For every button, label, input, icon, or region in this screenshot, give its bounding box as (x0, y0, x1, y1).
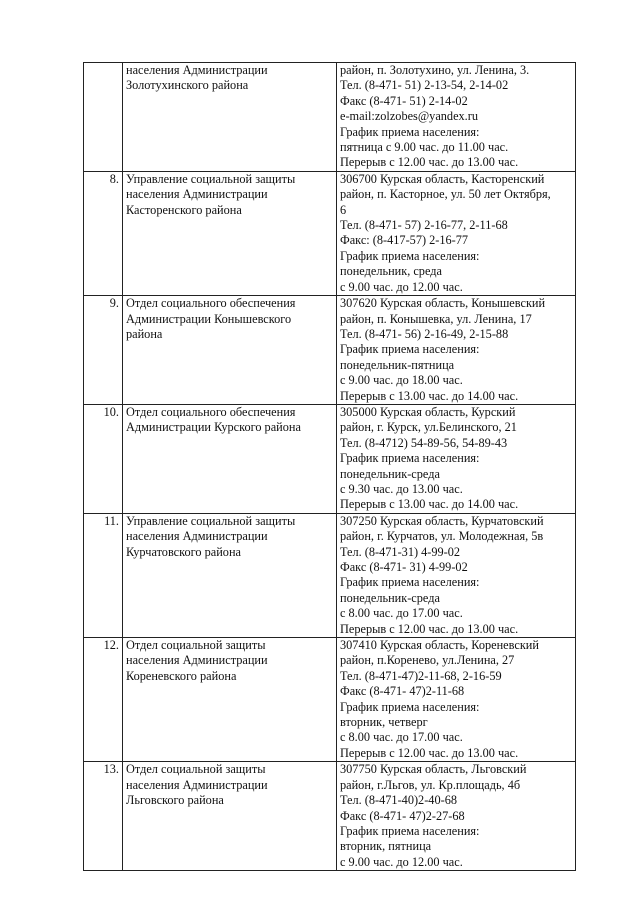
office-contact-line: с 8.00 час. до 17.00 час. (340, 730, 463, 745)
office-contact-cell (337, 513, 576, 637)
offices-table (83, 62, 576, 871)
office-name-cell (123, 513, 337, 637)
office-contact-line: Перерыв с 13.00 час. до 14.00 час. (340, 497, 519, 512)
office-name-line: Отдел социальной защиты (126, 762, 266, 777)
office-name-line: Администрации Конышевского (126, 311, 292, 326)
table-row (84, 63, 576, 172)
office-contact-line: понедельник-среда (340, 590, 440, 605)
row-number: 9. (84, 296, 123, 405)
office-name-line: Кореневского района (126, 668, 237, 683)
row-number: 11. (84, 513, 123, 637)
office-contact-line: понедельник-пятница (340, 357, 455, 372)
row-number: 10. (84, 404, 123, 513)
office-name-cell (123, 638, 337, 762)
row-number (84, 63, 123, 172)
office-name-line: Отдел социального обеспечения (126, 296, 296, 311)
table-row (84, 171, 576, 295)
office-contact-line: Тел. (8-4712) 54-89-56, 54-89-43 (340, 435, 508, 450)
office-contact-line: Тел. (8-471-31) 4-99-02 (340, 544, 461, 559)
office-contact-line: Перерыв с 12.00 час. до 13.00 час. (340, 621, 519, 636)
office-contact-line: График приема населения: (340, 248, 480, 263)
office-contact-cell (337, 404, 576, 513)
office-contact-line: Тел. (8-471- 51) 2-13-54, 2-14-02 (340, 78, 509, 93)
office-contact-cell (337, 638, 576, 762)
office-name-line: Льговского района (126, 793, 224, 808)
office-contact-line: График приема населения: (340, 699, 480, 714)
office-contact-line: с 9.30 час. до 13.00 час. (340, 481, 463, 496)
office-contact-cell (337, 296, 576, 405)
table-row (84, 296, 576, 405)
office-contact-line: с 9.00 час. до 12.00 час. (340, 854, 463, 869)
office-name-line: населения Администрации (126, 187, 268, 202)
office-contact-line: Перерыв с 12.00 час. до 13.00 час. (340, 155, 519, 170)
office-name-cell (123, 171, 337, 295)
office-contact-line: 307620 Курская область, Конышевский (340, 296, 546, 311)
office-name-line: Курчатовского района (126, 544, 241, 559)
office-contact-line: 307750 Курская область, Льговский (340, 762, 527, 777)
office-name-line: населения Администрации (126, 529, 268, 544)
office-contact-line: район, п. Золотухино, ул. Ленина, 3. (340, 63, 530, 77)
table-row (84, 404, 576, 513)
office-name-line: Отдел социальной защиты (126, 638, 266, 653)
office-name-line: населения Администрации (126, 63, 268, 77)
office-contact-line: Тел. (8-471- 56) 2-16-49, 2-15-88 (340, 326, 509, 341)
office-contact-line: Тел. (8-471-47)2-11-68, 2-16-59 (340, 668, 502, 683)
office-name-line: Отдел социального обеспечения (126, 404, 296, 419)
table-row (84, 762, 576, 871)
office-name-line: Управление социальной защиты (126, 171, 296, 186)
office-name-line: района (126, 326, 163, 341)
office-contact-line: с 8.00 час. до 17.00 час. (340, 606, 463, 621)
office-name-line: Касторенского района (126, 202, 242, 217)
office-name-line: Золотухинского района (126, 78, 249, 93)
office-contact-line: район, п. Касторное, ул. 50 лет Октября, (340, 187, 551, 202)
office-contact-line: район, п. Конышевка, ул. Ленина, 17 (340, 311, 532, 326)
office-contact-line: с 9.00 час. до 12.00 час. (340, 279, 463, 294)
office-contact-line: Факс (8-471- 47)2-27-68 (340, 808, 465, 823)
office-contact-line: e-mail:zolzobes@yandex.ru (340, 109, 478, 124)
office-contact-line: График приема населения: (340, 451, 480, 466)
office-name-line: населения Администрации (126, 777, 268, 792)
office-contact-line: Факс: (8-417-57) 2-16-77 (340, 233, 469, 248)
office-contact-line: Факс (8-471- 47)2-11-68 (340, 684, 465, 699)
office-contact-line: График приема населения: (340, 124, 480, 139)
office-contact-line: район, г. Курск, ул.Белинского, 21 (340, 420, 517, 435)
office-contact-line: Тел. (8-471-40)2-40-68 (340, 793, 457, 808)
office-contact-line: район, г.Льгов, ул. Кр.площадь, 4б (340, 777, 521, 792)
office-contact-cell (337, 762, 576, 871)
table-row (84, 513, 576, 637)
table-row (84, 638, 576, 762)
office-contact-line: 307410 Курская область, Кореневский (340, 638, 539, 653)
office-name-cell (123, 404, 337, 513)
office-contact-line: вторник, четверг (340, 715, 428, 730)
office-contact-line: Тел. (8-471- 57) 2-16-77, 2-11-68 (340, 218, 508, 233)
office-contact-line: Факс (8-471- 51) 2-14-02 (340, 93, 468, 108)
office-contact-line: район, г. Курчатов, ул. Молодежная, 5в (340, 529, 544, 544)
office-contact-line: График приема населения: (340, 342, 480, 357)
office-name-cell (123, 296, 337, 405)
office-contact-line: район, п.Коренево, ул.Ленина, 27 (340, 653, 515, 668)
office-name-cell (123, 63, 337, 172)
office-name-line: Администрации Курского района (126, 420, 301, 435)
offices-table-body (84, 63, 576, 871)
office-contact-line: График приема населения: (340, 823, 480, 838)
office-contact-line: понедельник-среда (340, 466, 440, 481)
office-contact-line: 6 (340, 202, 347, 217)
office-contact-line: 306700 Курская область, Касторенский (340, 171, 545, 186)
office-contact-line: пятница с 9.00 час. до 11.00 час. (340, 140, 509, 155)
row-number: 12. (84, 638, 123, 762)
office-name-line: населения Администрации (126, 653, 268, 668)
office-contact-line: Перерыв с 13.00 час. до 14.00 час. (340, 388, 519, 403)
office-contact-cell (337, 63, 576, 172)
office-contact-line: с 9.00 час. до 18.00 час. (340, 373, 463, 388)
office-contact-line: Перерыв с 12.00 час. до 13.00 час. (340, 745, 519, 760)
office-contact-line: вторник, пятница (340, 839, 432, 854)
row-number: 13. (84, 762, 123, 871)
office-contact-line: понедельник, среда (340, 264, 442, 279)
office-contact-line: График приема населения: (340, 575, 480, 590)
office-name-cell (123, 762, 337, 871)
office-contact-line: Факс (8-471- 31) 4-99-02 (340, 560, 468, 574)
office-contact-line: 305000 Курская область, Курский (340, 404, 516, 419)
office-name-line: Управление социальной защиты (126, 513, 296, 528)
office-contact-cell (337, 171, 576, 295)
row-number: 8. (84, 171, 123, 295)
office-contact-line: 307250 Курская область, Курчатовский (340, 513, 544, 528)
